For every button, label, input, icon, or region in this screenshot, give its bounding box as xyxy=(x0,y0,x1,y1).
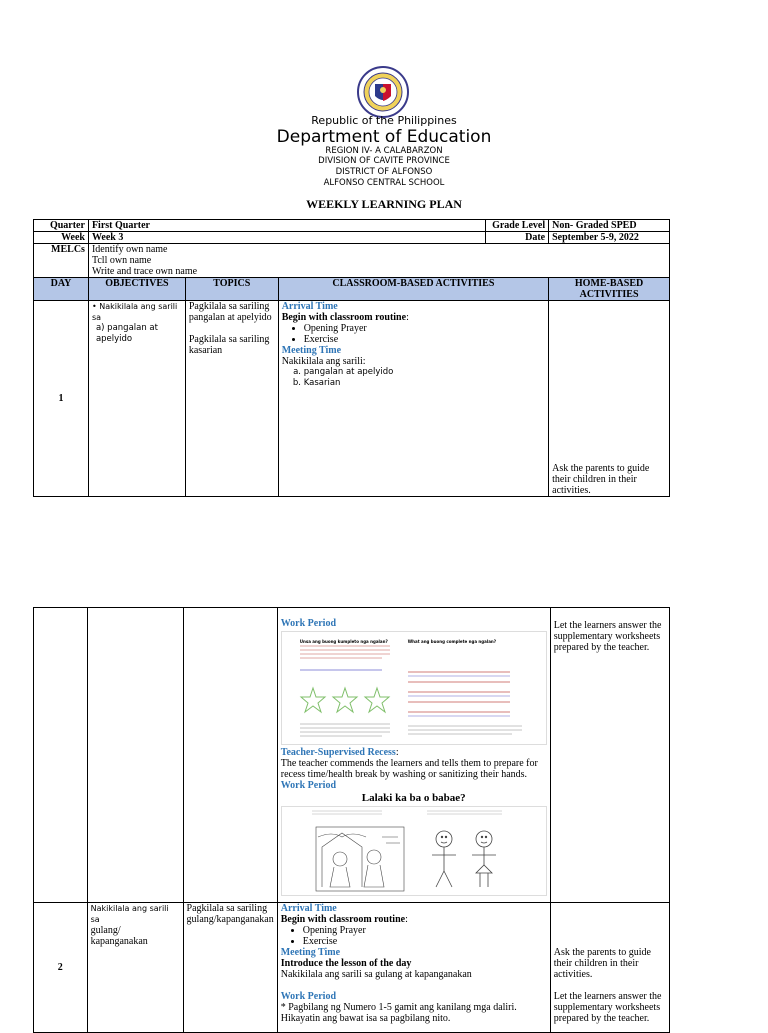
home-activity-page2: Let the learners answer the supplementary worksheets prepared by the teacher. xyxy=(553,620,662,653)
district-text: DISTRICT OF ALFONSO xyxy=(335,167,433,177)
routine-list xyxy=(282,323,545,345)
objective-lead-2: Nakikilala ang sarili sa xyxy=(90,904,169,924)
work-period-label-2: Work Period xyxy=(280,780,337,791)
date-value: September 5-9, 2022 xyxy=(549,232,670,244)
worksheet-q2: What ang buong complete nga ngalan? xyxy=(407,639,497,644)
objective-lead-text: Nakikilala ang sarili sa xyxy=(91,302,178,322)
melcs-list xyxy=(88,244,669,278)
melc-item: Tcll own name xyxy=(91,255,152,266)
worksheet-gender-title: Lalaki ka ba o babae? xyxy=(361,792,466,804)
intro-text: Nakikilala ang sarili sa gulang at kapanganakan xyxy=(280,969,472,980)
meeting-text: Nakikilala ang sarili: xyxy=(281,356,366,367)
meeting-item: a. pangalan at apelyido xyxy=(304,367,545,378)
topics-cell-2 xyxy=(183,903,277,1033)
classroom-cell xyxy=(278,301,548,497)
routine-item: • Exercise xyxy=(303,936,547,947)
home-activity-2b: Let the learners answer the supplementary worksheets prepared by the teacher. xyxy=(553,991,662,1024)
quarter-value: First Quarter xyxy=(91,220,150,231)
melcs-label: MELCs xyxy=(34,244,89,278)
deped-seal xyxy=(357,66,409,118)
learning-plan-table-page2 xyxy=(33,607,670,1033)
objective-text-2: gulang/ kapanganakan xyxy=(90,925,148,947)
division-text: DIVISION OF CAVITE PROVINCE xyxy=(318,156,450,166)
grade-label: Grade Level xyxy=(485,220,548,231)
day-number-2: 2 xyxy=(34,903,88,1033)
gender-drawing xyxy=(282,807,546,895)
classroom-cell-2 xyxy=(277,903,550,1033)
meeting-time-label-2: Meeting Time xyxy=(280,947,341,958)
routine-label-2: Begin with classroom routine: xyxy=(280,914,408,925)
objective-item: a) pangalan at apelyido xyxy=(95,323,158,344)
work-text-2: Hikayatin ang bawat isa sa pagbilang nito. xyxy=(280,1013,451,1024)
col-home: HOME-BASED ACTIVITIES xyxy=(549,278,670,301)
topics-cell-empty xyxy=(183,608,277,903)
week-value: Week 3 xyxy=(91,232,124,243)
learning-plan-table-page1 xyxy=(33,219,670,497)
work-period-label: Work Period xyxy=(280,618,337,629)
worksheet-name xyxy=(281,631,547,745)
week-row xyxy=(88,232,548,244)
republic-text: Republic of the Philippines xyxy=(311,114,457,127)
melc-item: Write and trace own name xyxy=(91,266,198,277)
col-objectives: OBJECTIVES xyxy=(88,278,185,301)
home-activity-2a: Ask the parents to guide their children in their activities. xyxy=(553,947,651,980)
melc-item: Identify own name xyxy=(91,244,168,255)
home-activity: Ask the parents to guide their children in their activities. xyxy=(552,463,650,496)
intro-label: Introduce the lesson of the day xyxy=(280,958,412,969)
region-text: REGION IV- A CALABARZON xyxy=(325,146,443,156)
objectives-cell-empty xyxy=(87,608,183,903)
routine-item: • Opening Prayer xyxy=(303,925,547,936)
home-cell-page2 xyxy=(550,608,669,903)
home-cell-2 xyxy=(550,903,669,1033)
routine-label: Begin with classroom routine: xyxy=(281,312,409,323)
day-cell-empty xyxy=(34,608,88,903)
meeting-time-label: Meeting Time xyxy=(281,345,342,356)
quarter-row xyxy=(88,220,548,232)
work-text-1: * Pagbilang ng Numero 1-5 gamit ang kanilang mga daliri. xyxy=(280,1002,517,1013)
objectives-cell-2 xyxy=(87,903,183,1033)
topic-name: Pagkilala sa sariling pangalan at apelyido xyxy=(188,301,272,323)
objective-lead: • Nakikilala ang sarili sa xyxy=(91,302,178,322)
routine-item: • Exercise xyxy=(304,334,545,345)
routine-text: Begin with classroom routine xyxy=(281,312,407,323)
department-text: Department of Education xyxy=(276,127,492,147)
worksheet-drawing xyxy=(282,632,546,744)
meeting-list xyxy=(282,367,545,389)
arrival-time-label-2: Arrival Time xyxy=(280,903,337,914)
meeting-item: b. Kasarian xyxy=(304,378,545,389)
recess-text: The teacher commends the learners and tells them to prepare for recess time/health break by washing or sanitizing their hands. xyxy=(280,758,538,780)
work-period-label-3: Work Period xyxy=(280,991,337,1002)
col-day: DAY xyxy=(34,278,89,301)
day-number: 1 xyxy=(34,301,89,497)
plan-title: WEEKLY LEARNING PLAN xyxy=(306,197,462,211)
grade-value: Non- Graded SPED xyxy=(549,220,670,232)
worksheet-gender xyxy=(281,806,547,896)
col-classroom: CLASSROOM-BASED ACTIVITIES xyxy=(278,278,548,301)
topic-gender: Pagkilala sa sariling kasarian xyxy=(188,334,270,356)
home-cell xyxy=(549,301,670,497)
arrival-time-label: Arrival Time xyxy=(281,301,338,312)
recess-label: Teacher-Supervised Recess: xyxy=(280,747,399,758)
routine-list-2 xyxy=(281,925,547,947)
topics-cell xyxy=(185,301,278,497)
classroom-cell-page2 xyxy=(277,608,550,903)
week-label: Week xyxy=(34,232,89,244)
worksheet-q1: Unsa ang buong kumpleto nga ngalan? xyxy=(299,639,388,644)
objectives-cell xyxy=(88,301,185,497)
col-topics: TOPICS xyxy=(185,278,278,301)
school-text: ALFONSO CENTRAL SCHOOL xyxy=(323,178,445,188)
routine-item: • Opening Prayer xyxy=(304,323,545,334)
topic-age: Pagkilala sa sariling gulang/kapanganakan xyxy=(186,903,274,925)
quarter-label: Quarter xyxy=(34,220,89,232)
date-label: Date xyxy=(485,232,548,243)
recess-label-text: Teacher-Supervised Recess xyxy=(280,747,396,758)
routine-text-2: Begin with classroom routine xyxy=(280,914,406,925)
